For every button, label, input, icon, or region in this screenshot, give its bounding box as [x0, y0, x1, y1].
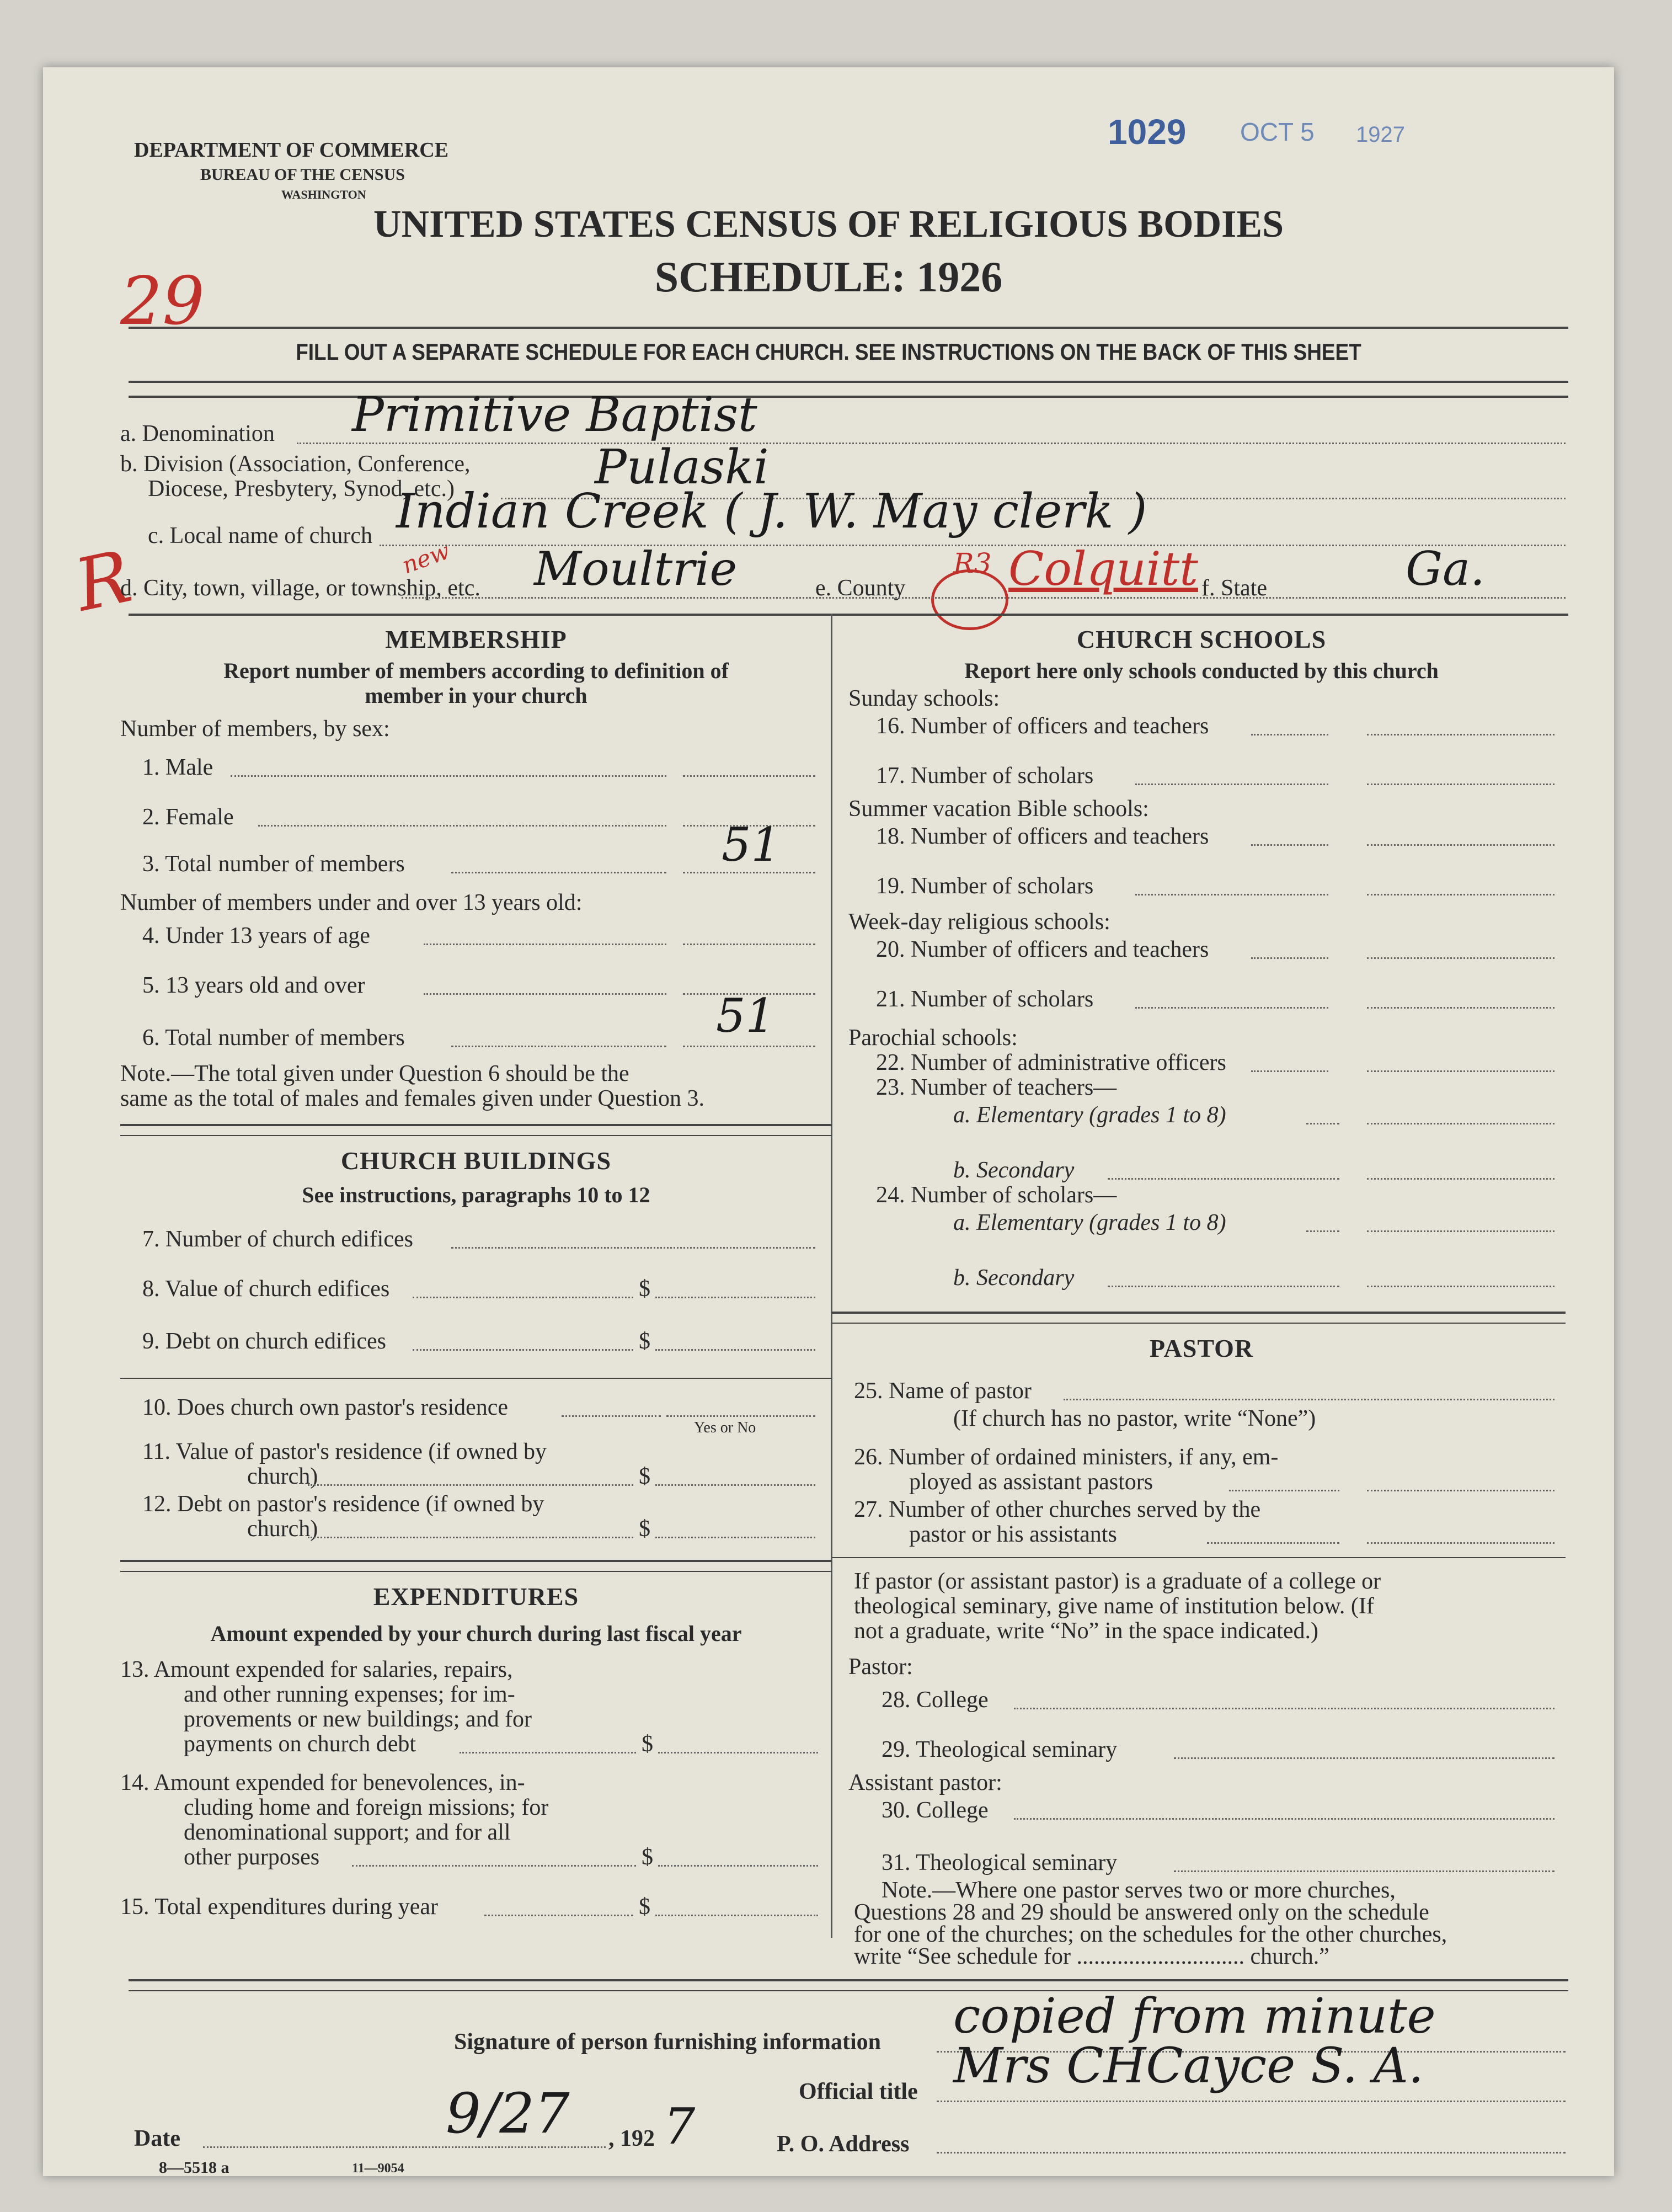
q3-value: 51	[722, 818, 781, 872]
q13-label: 13. Amount expended for salaries, repairs,	[120, 1657, 513, 1682]
q20-label: 20. Number of officers and teachers	[876, 937, 1209, 962]
instruction-banner: FILL OUT A SEPARATE SCHEDULE FOR EACH CHURCH. SEE INSTRUCTIONS ON THE BACK OF THIS SHEET	[296, 339, 1361, 365]
q22-label: 22. Number of administrative officers	[876, 1050, 1226, 1075]
members-by-sex-label: Number of members, by sex:	[120, 716, 390, 742]
q15-answer-line	[655, 1915, 818, 1916]
assistant-pastor-subheading: Assistant pastor:	[848, 1770, 1002, 1795]
q6-label: 6. Total number of members	[142, 1025, 405, 1051]
rule	[129, 1979, 1568, 1981]
graduate-instruction-2: theological seminary, give name of institution below. (If	[854, 1593, 1374, 1619]
q24-label: 24. Number of scholars—	[876, 1182, 1117, 1208]
q17-label: 17. Number of scholars	[876, 763, 1094, 788]
q6-value: 51	[716, 989, 775, 1043]
division-label: b. Division (Association, Conference,	[120, 451, 471, 477]
q15-label: 15. Total expenditures during year	[120, 1894, 438, 1920]
q4-label: 4. Under 13 years of age	[142, 923, 370, 948]
rule	[129, 327, 1568, 329]
pastor-note-4: write “See schedule for ............................. church.”	[854, 1944, 1329, 1969]
q8-dollar: $	[639, 1276, 650, 1302]
expenditures-heading: EXPENDITURES	[373, 1582, 579, 1611]
q21-leader	[1135, 1007, 1328, 1009]
signature-value: copied from minute	[953, 1987, 1436, 2044]
q21-answer-line	[1367, 1007, 1555, 1009]
po-address-label: P. O. Address	[777, 2131, 910, 2157]
q13-label-4: payments on church debt	[184, 1731, 416, 1757]
membership-sub2: member in your church	[365, 683, 587, 708]
q25-line	[1064, 1399, 1555, 1400]
city-line	[402, 597, 1566, 599]
q30-label: 30. College	[882, 1798, 989, 1823]
q5-leader	[424, 993, 666, 995]
q9-label: 9. Debt on church edifices	[142, 1329, 387, 1354]
buildings-heading: CHURCH BUILDINGS	[340, 1147, 612, 1175]
state-value: Ga.	[1406, 542, 1485, 596]
date-year-hand: 7	[664, 2098, 696, 2156]
q18-label: 18. Number of officers and teachers	[876, 824, 1209, 849]
rule	[129, 614, 1568, 616]
q23-label: 23. Number of teachers—	[876, 1075, 1117, 1100]
graduate-instruction-3: not a graduate, write “No” in the space indicated.)	[854, 1618, 1318, 1644]
schools-sub: Report here only schools conducted by this church	[964, 658, 1439, 683]
q19-answer-line	[1367, 894, 1555, 896]
q10-leader	[562, 1415, 661, 1417]
parochial-schools-label: Parochial schools:	[848, 1025, 1018, 1051]
q14-answer-line	[658, 1865, 818, 1867]
q3-leader	[451, 872, 666, 873]
signature-label: Signature of person furnishing information	[454, 2029, 881, 2055]
denomination-line	[297, 443, 1566, 444]
q15-leader	[484, 1915, 633, 1916]
q27-leader	[1207, 1542, 1339, 1544]
rule	[832, 1312, 1566, 1314]
q20-leader	[1251, 957, 1328, 959]
q8-answer-line	[655, 1297, 815, 1298]
q8-label: 8. Value of church edifices	[142, 1276, 390, 1302]
q14-label-3: denominational support; and for all	[184, 1820, 511, 1845]
q24a-label: a. Elementary (grades 1 to 8)	[953, 1210, 1226, 1235]
q26-answer-line	[1367, 1490, 1555, 1491]
q27-answer-line	[1367, 1542, 1555, 1544]
q20-answer-line	[1367, 957, 1555, 959]
q12-leader	[308, 1537, 633, 1538]
q19-label: 19. Number of scholars	[876, 873, 1094, 899]
rule	[120, 1571, 832, 1572]
q7-label: 7. Number of church edifices	[142, 1227, 413, 1252]
q13-leader	[460, 1752, 636, 1753]
q3-answer-line	[683, 872, 815, 873]
q11-answer-line	[655, 1484, 815, 1486]
sunday-schools-label: Sunday schools:	[848, 686, 1000, 711]
receipt-year-stamp: 1927	[1356, 122, 1405, 147]
q19-leader	[1135, 894, 1328, 896]
graduate-instruction-1: If pastor (or assistant pastor) is a graduate of a college or	[854, 1569, 1381, 1594]
q1-answer-line	[683, 775, 815, 777]
q26-label-cont: ployed as assistant pastors	[909, 1469, 1153, 1495]
q9-leader	[413, 1349, 633, 1351]
schedule-year: SCHEDULE: 1926	[654, 253, 1003, 301]
yes-no-hint: Yes or No	[694, 1419, 756, 1436]
red-annotation-new: new	[398, 537, 453, 579]
q30-line	[1014, 1818, 1555, 1820]
rule	[120, 1135, 832, 1136]
q14-label-4: other purposes	[184, 1845, 320, 1870]
q31-line	[1174, 1870, 1555, 1872]
q17-answer-line	[1367, 783, 1555, 785]
q24b-leader	[1108, 1286, 1339, 1287]
date-label: Date	[134, 2126, 180, 2151]
q3-label: 3. Total number of members	[142, 851, 405, 877]
q26-label: 26. Number of ordained ministers, if any, em-	[854, 1445, 1279, 1470]
q11-label-cont: church)	[247, 1464, 318, 1489]
q12-label: 12. Debt on pastor's residence (if owned by	[142, 1491, 544, 1517]
q11-leader	[308, 1484, 633, 1486]
q1-label: 1. Male	[142, 755, 213, 780]
q1-leader	[231, 775, 666, 777]
rule	[832, 1323, 1566, 1324]
q11-label: 11. Value of pastor's residence (if owned by	[142, 1439, 547, 1464]
county-value: Colquitt	[1008, 542, 1198, 596]
q10-label: 10. Does church own pastor's residence	[142, 1395, 509, 1420]
po-address-line	[937, 2152, 1566, 2154]
q13-dollar: $	[642, 1731, 653, 1757]
q25-note: (If church has no pastor, write “None”)	[953, 1406, 1316, 1431]
q9-answer-line	[655, 1349, 815, 1351]
date-line	[203, 2146, 606, 2148]
q28-line	[1014, 1708, 1555, 1709]
q18-answer-line	[1367, 844, 1555, 846]
local-name-value: Indian Creek ( J. W. May clerk )	[396, 484, 1147, 539]
q18-leader	[1251, 844, 1328, 846]
q23a-label: a. Elementary (grades 1 to 8)	[953, 1102, 1226, 1128]
print-number: 11—9054	[352, 2161, 404, 2176]
weekday-schools-label: Week-day religious schools:	[848, 909, 1110, 935]
q11-dollar: $	[639, 1464, 650, 1489]
q6-leader	[451, 1046, 666, 1047]
city-heading: WASHINGTON	[281, 188, 366, 201]
q16-label: 16. Number of officers and teachers	[876, 713, 1209, 739]
pastor-heading: PASTOR	[1149, 1334, 1254, 1362]
q23b-leader	[1108, 1178, 1339, 1180]
q7-line	[451, 1247, 815, 1249]
receipt-date-stamp: OCT 5	[1240, 118, 1315, 146]
q14-label-2: cluding home and foreign missions; for	[184, 1795, 549, 1820]
q27-label: 27. Number of other churches served by the	[854, 1497, 1261, 1522]
rule	[832, 1557, 1566, 1558]
q14-dollar: $	[642, 1845, 653, 1870]
division-label-cont: Diocese, Presbytery, Synod, etc.)	[148, 476, 455, 502]
membership-note-line1: Note.—The total given under Question 6 should be the	[120, 1061, 629, 1086]
census-schedule-sheet	[43, 67, 1614, 2176]
q10-answer-line	[666, 1415, 815, 1417]
membership-note-line2: same as the total of males and females given under Question 3.	[120, 1086, 705, 1111]
q14-leader	[352, 1865, 636, 1867]
q24a-answer-line	[1367, 1230, 1555, 1232]
red-annotation-r3: R3	[953, 547, 992, 579]
q12-label-cont: church)	[247, 1516, 318, 1542]
column-divider	[831, 614, 832, 1938]
q23b-label: b. Secondary	[953, 1158, 1075, 1183]
q25-label: 25. Name of pastor	[854, 1378, 1032, 1404]
county-label: e. County	[815, 575, 906, 601]
q12-answer-line	[655, 1537, 815, 1538]
q24a-leader	[1306, 1230, 1339, 1232]
form-title: UNITED STATES CENSUS OF RELIGIOUS BODIES	[373, 203, 1284, 246]
summer-schools-label: Summer vacation Bible schools:	[848, 796, 1149, 822]
q23a-leader	[1306, 1123, 1339, 1124]
q16-answer-line	[1367, 734, 1555, 735]
denomination-label: a. Denomination	[120, 421, 275, 446]
red-circle-mark	[931, 569, 1008, 630]
q31-label: 31. Theological seminary	[882, 1850, 1118, 1875]
q2-leader	[258, 825, 666, 827]
q29-line	[1174, 1757, 1555, 1759]
pastor-note-1: Note.—Where one pastor serves two or more churches,	[882, 1878, 1396, 1903]
local-name-label: c. Local name of church	[148, 523, 372, 548]
pastor-subheading: Pastor:	[848, 1654, 913, 1680]
q13-answer-line	[658, 1752, 818, 1753]
rule	[120, 1560, 832, 1562]
official-title-label: Official title	[799, 2079, 918, 2104]
division-value: Pulaski	[595, 440, 769, 495]
rule	[120, 1124, 832, 1126]
q14-label: 14. Amount expended for benevolences, in-	[120, 1770, 525, 1795]
q22-answer-line	[1367, 1070, 1555, 1072]
city-label: d. City, town, village, or township, etc.	[120, 575, 480, 601]
q24b-answer-line	[1367, 1286, 1555, 1287]
q13-label-3: provements or new buildings; and for	[184, 1707, 532, 1732]
date-value: 9/27	[446, 2081, 570, 2146]
q13-label-2: and other running expenses; for im-	[184, 1682, 515, 1707]
dept-heading: DEPARTMENT OF COMMERCE	[134, 138, 449, 162]
denomination-value: Primitive Baptist	[352, 387, 757, 443]
city-value: Moultrie	[534, 542, 738, 596]
q6-answer-line	[683, 1046, 815, 1047]
expenditures-sub: Amount expended by your church during last fiscal year	[210, 1621, 742, 1646]
q26-leader	[1229, 1490, 1339, 1491]
bureau-heading: BUREAU OF THE CENSUS	[200, 166, 405, 184]
official-title-value: Mrs CHCayce S. A.	[953, 2037, 1424, 2094]
official-title-line	[937, 2101, 1566, 2102]
schools-heading: CHURCH SCHOOLS	[1076, 625, 1327, 653]
state-label: f. State	[1201, 575, 1267, 601]
rule	[129, 396, 1568, 398]
q9-dollar: $	[639, 1329, 650, 1354]
q15-dollar: $	[639, 1894, 650, 1920]
q16-leader	[1251, 734, 1328, 735]
members-by-age-label: Number of members under and over 13 years old:	[120, 890, 583, 915]
red-annotation-r: R	[68, 534, 138, 628]
q27-label-cont: pastor or his assistants	[909, 1522, 1117, 1547]
pastor-note-2: Questions 28 and 29 should be answered only on the schedule	[854, 1900, 1429, 1925]
q12-dollar: $	[639, 1516, 650, 1542]
q21-label: 21. Number of scholars	[876, 987, 1094, 1012]
rule	[129, 381, 1568, 383]
pastor-note-3: for one of the churches; on the schedules for the other churches,	[854, 1922, 1447, 1947]
q17-leader	[1135, 783, 1328, 785]
rule	[120, 1378, 832, 1379]
buildings-sub: See instructions, paragraphs 10 to 12	[302, 1182, 650, 1207]
q2-label: 2. Female	[142, 804, 234, 830]
membership-heading: MEMBERSHIP	[385, 625, 567, 653]
q8-leader	[413, 1297, 633, 1298]
red-annotation-number: 29	[120, 263, 205, 340]
date-year-printed: , 192	[608, 2126, 655, 2151]
q4-leader	[424, 944, 666, 945]
q24b-label: b. Secondary	[953, 1265, 1075, 1291]
q5-label: 5. 13 years old and over	[142, 973, 365, 998]
q23a-answer-line	[1367, 1123, 1555, 1124]
q22-leader	[1251, 1070, 1328, 1072]
q4-answer-line	[683, 944, 815, 945]
q23b-answer-line	[1367, 1178, 1555, 1180]
form-number: 8—5518 a	[159, 2158, 229, 2177]
membership-sub1: Report number of members according to definition of	[223, 658, 729, 683]
q29-label: 29. Theological seminary	[882, 1737, 1118, 1762]
q28-label: 28. College	[882, 1687, 989, 1713]
receipt-number-stamp: 1029	[1108, 112, 1187, 152]
